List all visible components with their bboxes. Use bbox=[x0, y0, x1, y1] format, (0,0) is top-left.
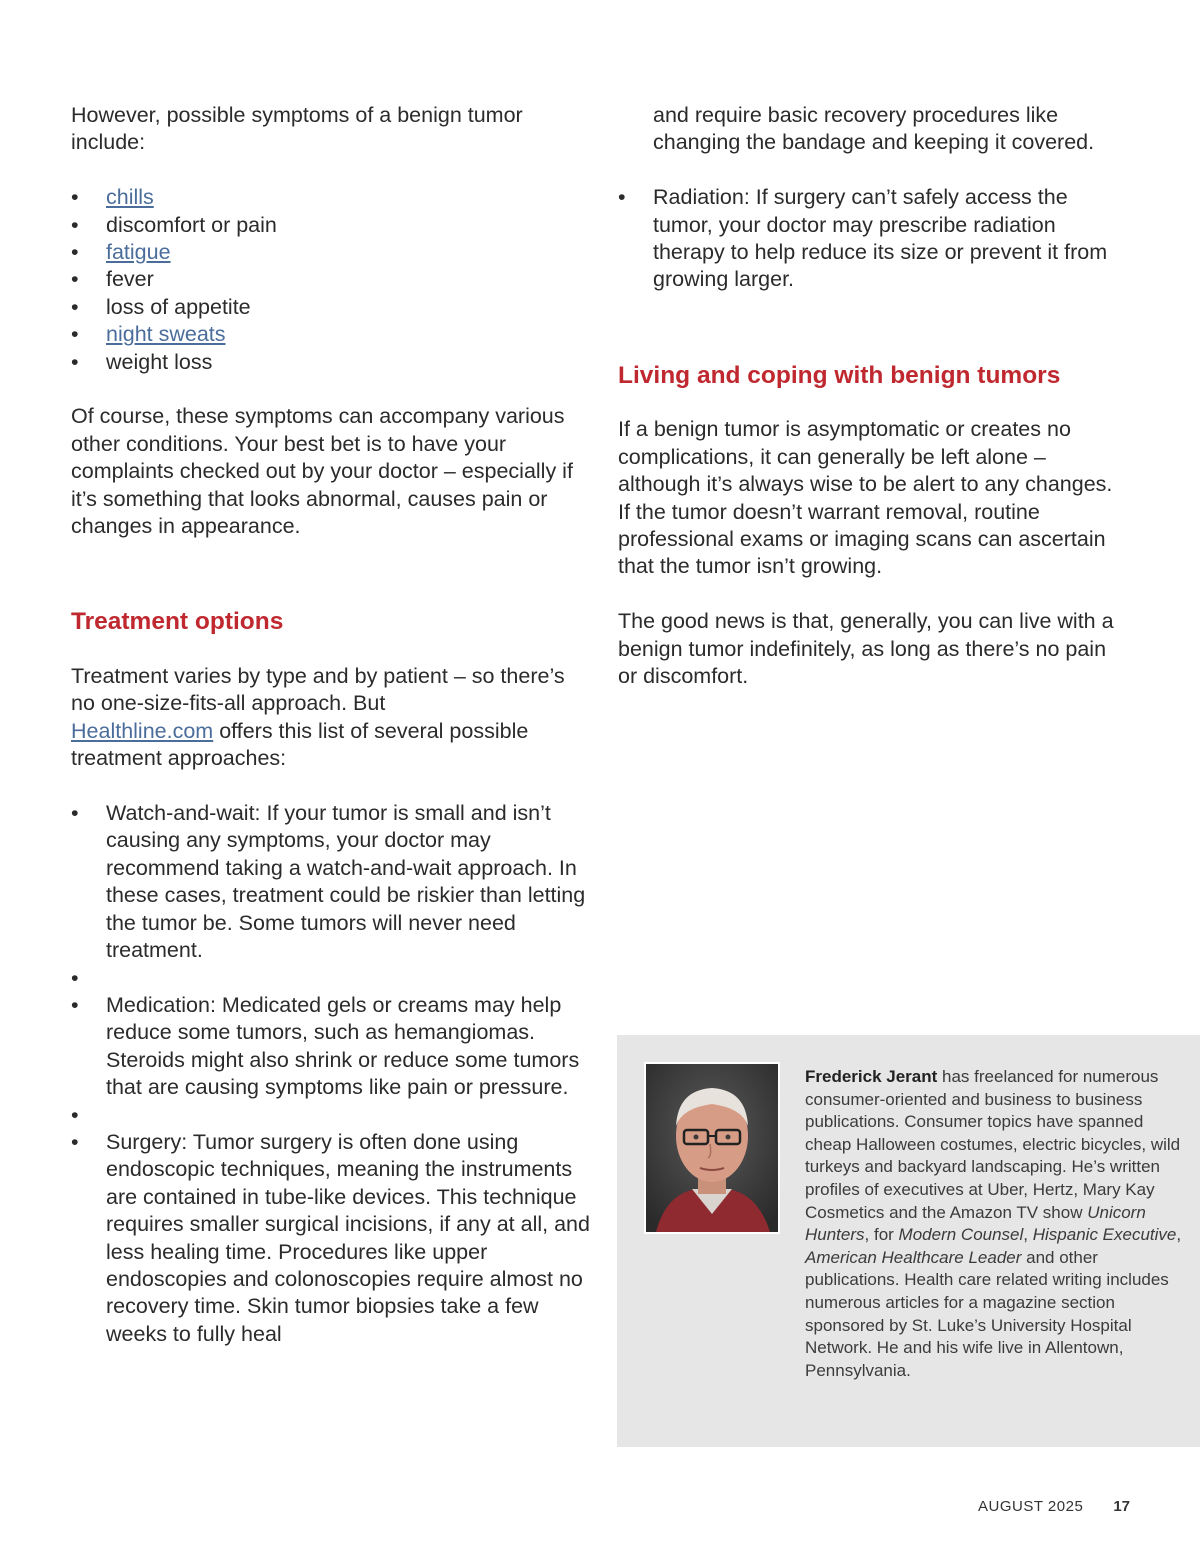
page-footer bbox=[880, 1497, 1130, 1517]
list-item: • Watch-and-wait: If your tumor is small and isn’t causing any symptoms, your doctor may recommend taking a watch-and-wait approach. In these cases, treatment could be riskier than letting the tumor be. Some tumors will never need treatment. bbox=[71, 800, 591, 964]
list-item[interactable] bbox=[71, 321, 591, 348]
bio-italic-title: Unicorn Hunters bbox=[805, 1202, 1146, 1245]
list-item: • Radiation: If surgery can’t safely access the tumor, your doctor may prescribe radiation therapy to help reduce its size or prevent it from growing larger. bbox=[618, 184, 1128, 294]
living-paragraph-1: If a benign tumor is asymptomatic or creates no complications, it can generally be left alone – although it’s always wise to be alert to any changes. If the tumor doesn’t warrant removal, routine professional exams or imaging scans can ascertain that the tumor isn’t growing. bbox=[618, 417, 1113, 579]
right-column bbox=[618, 102, 1128, 690]
treatment-intro-a: Treatment varies by type and by patient – so there’s no one-size-fits-all approach. But bbox=[71, 664, 565, 716]
bio-text-part: , bbox=[1176, 1225, 1182, 1245]
bio-italic-title: Modern Counsel bbox=[898, 1225, 1024, 1245]
bio-text-part: , bbox=[1023, 1225, 1033, 1245]
living-paragraph-2: The good news is that, generally, you can live with a benign tumor indefinitely, as long as there’s no pain or discomfort. bbox=[618, 609, 1114, 689]
treatment-heading: Treatment options bbox=[71, 608, 284, 636]
symptom-link-chills[interactable]: chills bbox=[106, 185, 154, 210]
left-column bbox=[71, 102, 591, 1348]
issue-date: AUGUST 2025 bbox=[978, 1498, 1084, 1515]
list-item: • discomfort or pain bbox=[71, 212, 591, 239]
list-item[interactable] bbox=[71, 184, 591, 211]
bio-text-part: , for bbox=[864, 1225, 899, 1245]
symptom-link-night-sweats[interactable]: night sweats bbox=[106, 322, 226, 347]
surgery-continued: and require basic recovery procedures like changing the bandage and keeping it covered. bbox=[653, 103, 1095, 155]
author-bio-text bbox=[805, 1066, 1185, 1382]
list-item: • weight loss bbox=[71, 349, 591, 376]
symptom-link-fatigue[interactable]: fatigue bbox=[106, 240, 171, 265]
author-bio-box bbox=[617, 1035, 1200, 1447]
list-spacer bbox=[71, 1102, 591, 1129]
list-item: • loss of appetite bbox=[71, 294, 591, 321]
treatment-list bbox=[71, 800, 591, 1348]
healthline-link[interactable]: Healthline.com bbox=[71, 718, 214, 743]
list-item: • fever bbox=[71, 266, 591, 293]
symptom-list bbox=[71, 184, 591, 376]
page-number: 17 bbox=[1113, 1498, 1130, 1515]
list-item: • Surgery: Tumor surgery is often done using endoscopic techniques, meaning the instruments are contained in tube-like devices. This technique requires smaller surgical incisions, if any at all, and less healing time. Procedures like upper endoscopies and colonoscopies require almost no recovery time. Skin tumor biopsies take a few weeks to fully heal bbox=[71, 1129, 591, 1348]
bio-text-part: and other publications. Health care related writing includes numerous articles for a magazine section sponsored by St. Luke’s University Hospital Network. He and his wife live in Allentown, Pennsylvania. bbox=[805, 1247, 1169, 1380]
bio-italic-title: Hispanic Executive bbox=[1032, 1225, 1177, 1245]
treatment-intro-b: offers this list of several possible treatment approaches: bbox=[71, 718, 529, 771]
treatment-intro bbox=[71, 663, 591, 773]
living-heading: Living and coping with benign tumors bbox=[618, 361, 1061, 389]
course-paragraph: Of course, these symptoms can accompany various other conditions. Your best bet is to have your complaints checked out by your doctor – especially if it’s something that looks abnormal, causes pain or changes in appearance. bbox=[71, 404, 573, 539]
symptoms-intro: However, possible symptoms of a benign tumor include: bbox=[71, 103, 523, 155]
treatment-list-continued bbox=[618, 184, 1128, 294]
author-name: Frederick Jerant bbox=[805, 1067, 938, 1086]
bio-text-part: has freelanced for numerous consumer-oriented and business to business publications. Consumer topics have spanned cheap Halloween costumes, electric bicycles, wild turkeys and backyard landscaping. He’s written profiles of executives at Uber, Hertz, Mary Kay Cosmetics and the Amazon TV show bbox=[805, 1067, 1181, 1222]
bio-italic-title: American Healthcare Leader bbox=[805, 1247, 1022, 1267]
author-photo bbox=[644, 1062, 780, 1234]
author-portrait-image bbox=[646, 1064, 778, 1232]
list-spacer bbox=[71, 965, 591, 992]
list-item: • Medication: Medicated gels or creams may help reduce some tumors, such as hemangiomas. Steroids might also shrink or reduce some tumors that are causing symptoms like pain or pressure. bbox=[71, 992, 591, 1102]
list-item[interactable] bbox=[71, 239, 591, 266]
